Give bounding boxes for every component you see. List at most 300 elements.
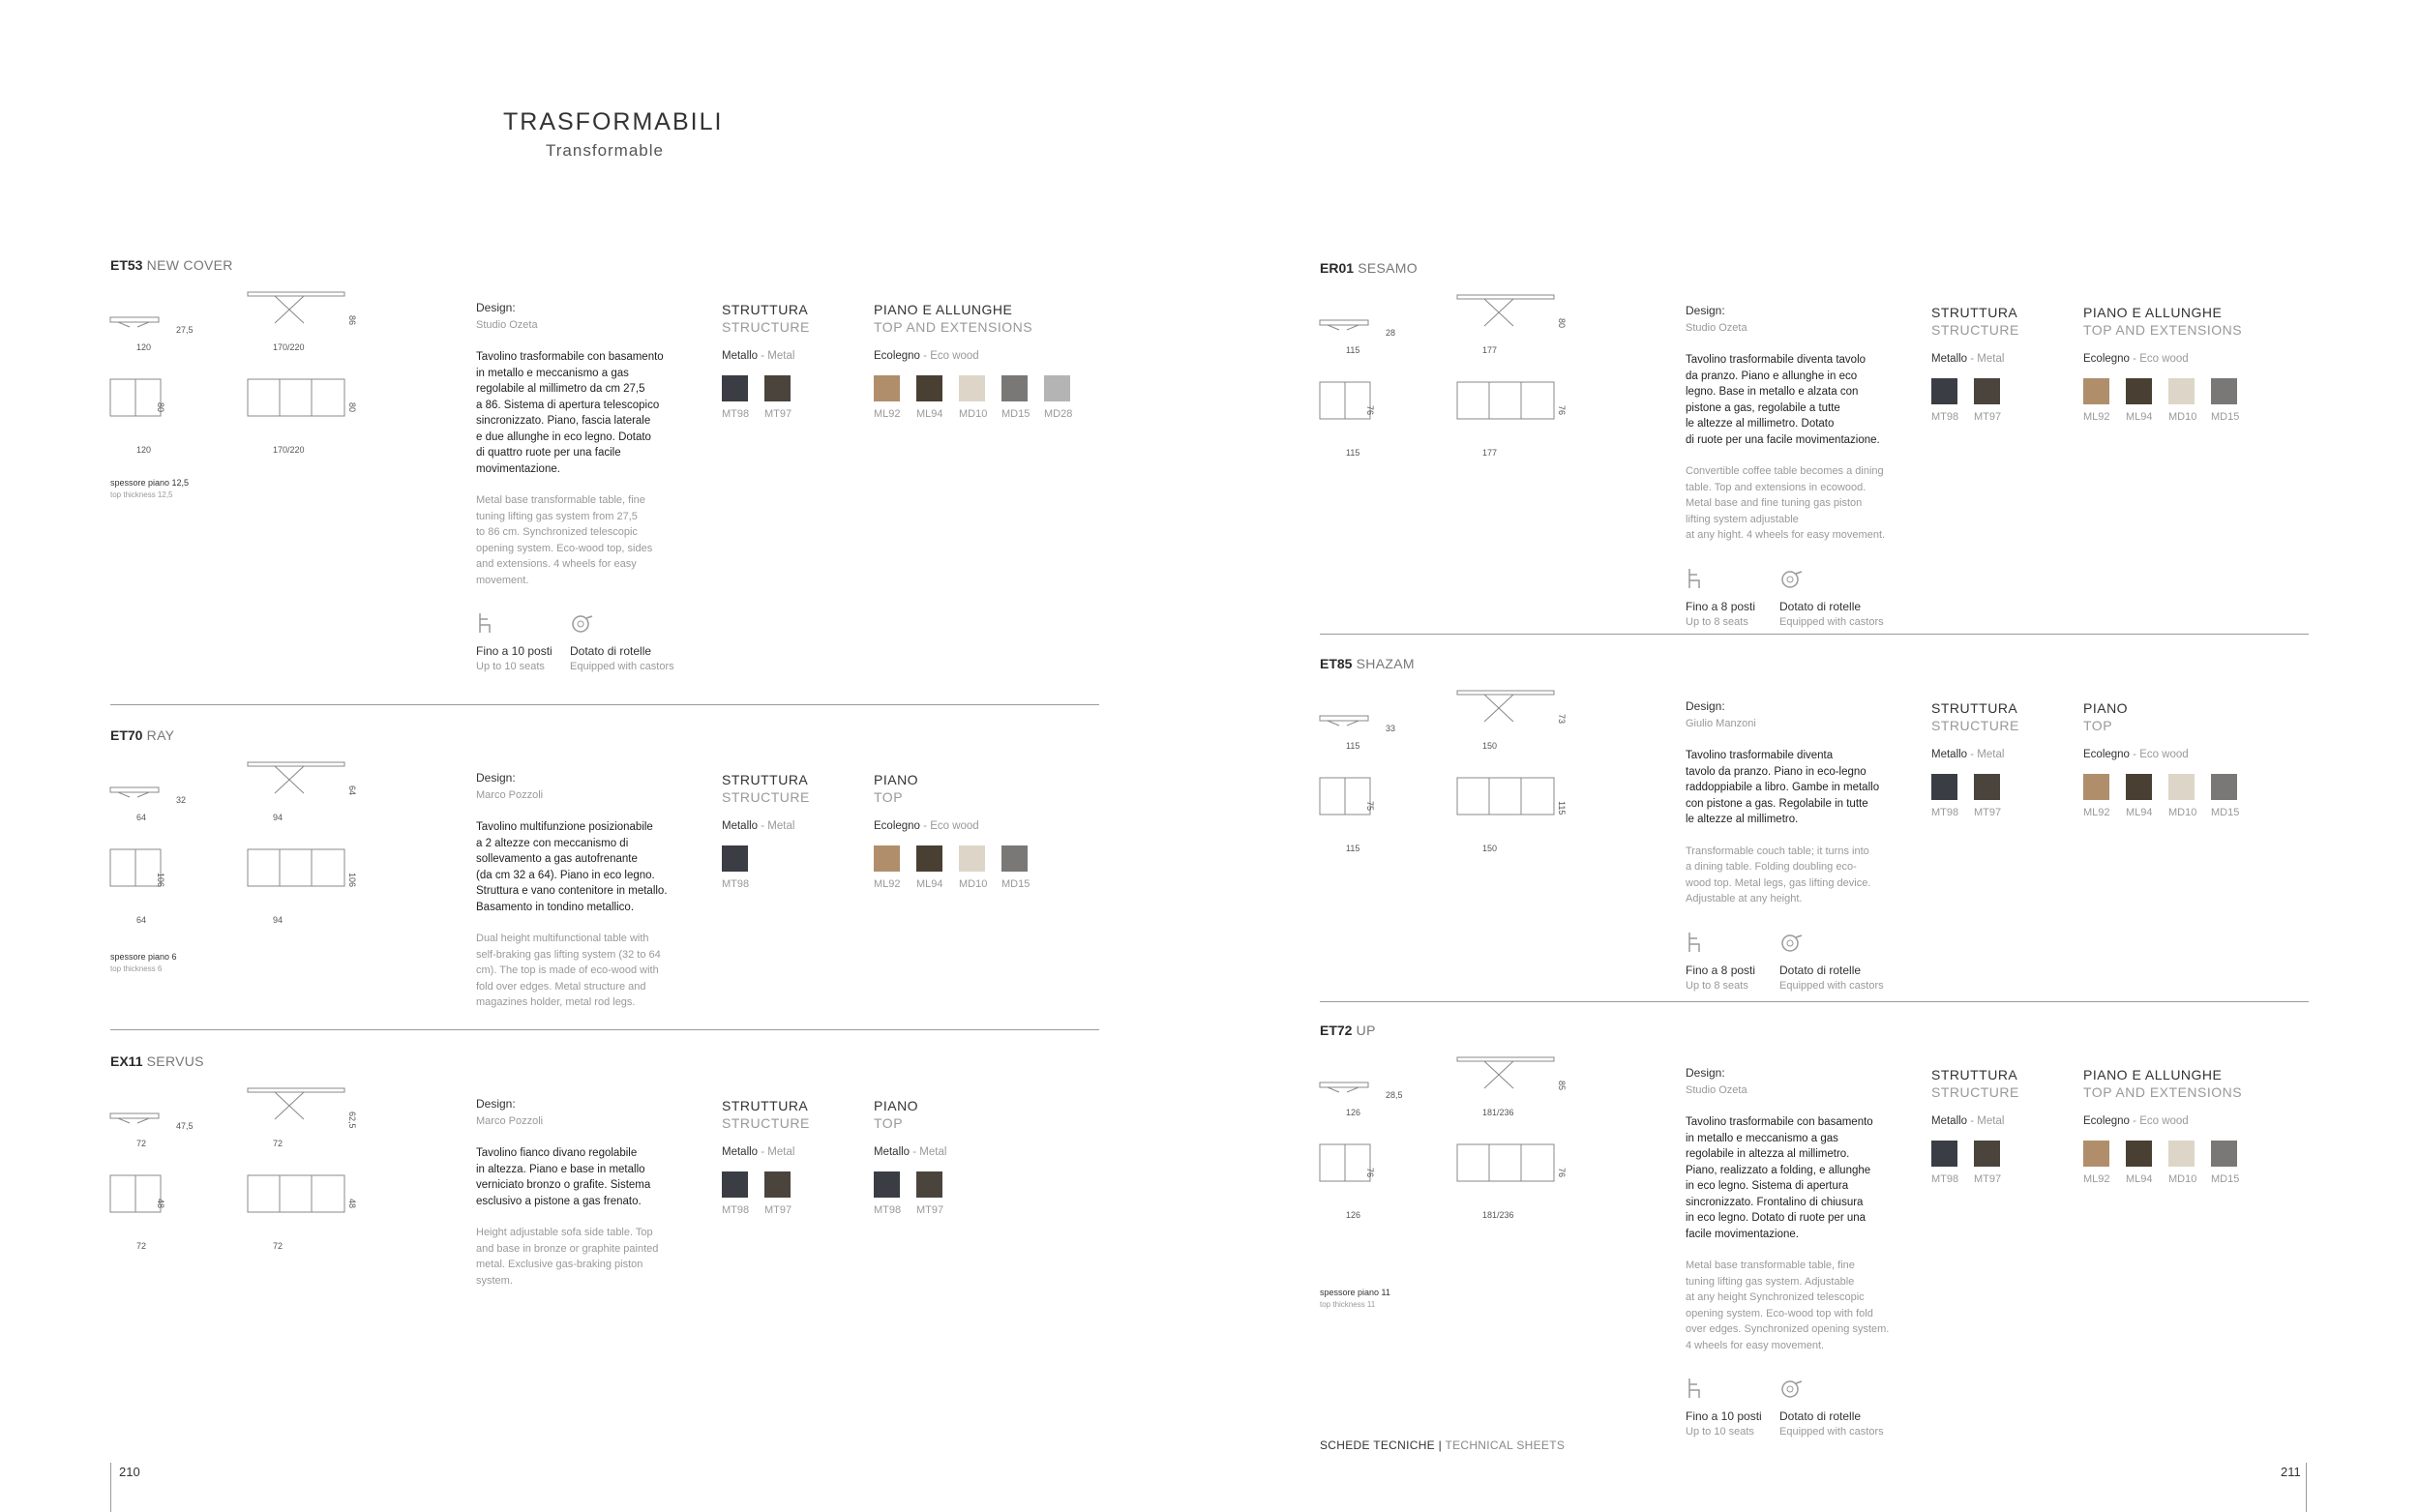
material-en: - Metal [758,350,795,362]
dimension-label: 181/236 [1482,1210,1514,1220]
leg [118,1118,130,1123]
dimension-label: 94 [273,915,284,925]
swatch-label: MT98 [722,1204,750,1216]
design-label: Design: [1686,699,1725,713]
swatch-label: MT98 [1931,1173,1959,1185]
dimension-label: 106 [156,873,165,888]
description-it-line: pistone a gas, regolabile a tutte [1686,401,1840,414]
product-drawings [110,1088,381,1262]
top-material [2083,353,2189,365]
swatch-label: ML94 [916,408,943,420]
product-er01 [1320,260,2309,628]
separator [110,704,1099,705]
description-it-line: esclusivo a pistone a gas frenato. [476,1195,642,1207]
dimension-label: 72 [136,1241,147,1251]
dimension-label: 86 [347,315,357,326]
description-en-line: opening system. Eco-wood top, sides [476,542,653,554]
top-view-large [1457,382,1554,419]
product-code [1320,260,1418,276]
product-code-id: ER01 [1320,260,1355,276]
top-material [874,820,979,832]
swatch-MT97 [916,1171,942,1198]
product-code [110,257,233,273]
description-it-line: di ruote per una facile movimentazione. [1686,433,1880,446]
description-it-line: movimentazione. [476,462,560,475]
footer-en: TECHNICAL SHEETS [1445,1438,1566,1452]
seats-en: Up to 8 seats [1686,979,1748,992]
swatch-MD10 [959,375,985,401]
swatch-MT97 [764,1171,791,1198]
dimension-label: 120 [136,342,152,352]
description-en-line: over edges. Synchronized opening system. [1686,1323,1890,1335]
dimension-label: 64 [136,915,147,925]
castor-wheel-icon [570,611,595,635]
material-en: - Metal [1967,1115,2005,1127]
description-it-line: raddoppiabile a libro. Gambe in metallo [1686,782,1880,793]
product-code [1320,1023,1376,1038]
description-en [476,931,699,1011]
swatch-label: MD10 [2168,1173,2197,1185]
description-en-line: Height adjustable sofa side table. Top [476,1227,653,1238]
description-en-line: tuning lifting gas system. Adjustable [1686,1275,1855,1288]
material-it: Metallo [874,1146,911,1158]
product-code [110,1053,204,1069]
structure-heading: STRUTTURA [1931,1067,2018,1082]
dimension-label: 76 [1557,405,1567,416]
structure-heading: STRUTTURA [722,302,809,317]
description-it-line: Tavolino trasformabile con basamento [476,351,664,363]
structure-subheading: STRUCTURE [1931,1084,2019,1100]
swatch-label: MT97 [764,408,792,420]
castors-it: Dotato di rotelle [1779,963,1862,977]
description-it-line: in eco legno. Dotato di ruote per una [1686,1212,1867,1224]
design-label: Design: [476,301,516,314]
product-name: UP [1352,1023,1376,1038]
description-en-line: and base in bronze or graphite painted [476,1242,659,1255]
dimension-label: 28 [1386,328,1396,338]
section-title: TRASFORMABILI [503,108,724,135]
top-heading: PIANO E ALLUNGHE [2083,1067,2223,1082]
separator [1320,1001,2309,1002]
material-en: - Metal [910,1146,947,1158]
product-code-id: ET85 [1320,656,1353,671]
description-it-line: Tavolino fianco divano regolabile [476,1147,638,1159]
top-thickness-it: spessore piano 6 [110,952,177,962]
top-view-large [248,1175,344,1212]
description-it-line: Tavolino trasformabile diventa [1686,750,1834,761]
seats-en: Up to 10 seats [1686,1426,1754,1438]
material-en: - Eco wood [919,820,979,832]
side-view-large [1457,295,1554,299]
material-it: Ecolegno [874,350,920,362]
description-it-line: in metallo e meccanismo a gas [1686,1132,1838,1144]
description-en-line: 4 wheels for easy movement. [1686,1339,1825,1351]
leg [1328,721,1339,726]
swatch-MD15 [2211,1141,2237,1167]
castor-wheel-icon [1779,1377,1805,1400]
product-code [110,727,174,743]
side-view-large [1457,691,1554,695]
swatch-label: MT98 [722,878,750,890]
swatch-MT97 [764,375,791,401]
design-label: Design: [1686,1066,1725,1080]
description-it-line: in metallo e meccanismo a gas [476,367,629,379]
top-subheading: TOP AND EXTENSIONS [2083,1084,2243,1100]
material-it: Ecolegno [2083,1115,2130,1127]
swatch-MT98 [1931,1141,1957,1167]
material-it: Ecolegno [874,820,920,832]
material-en: - Eco wood [2129,1115,2189,1127]
dimension-label: 73 [1557,714,1567,725]
leg [1347,1087,1359,1092]
top-material [2083,1115,2189,1127]
top-subheading: TOP AND EXTENSIONS [2083,322,2243,338]
description-it [476,1145,699,1209]
swatch-MD15 [1001,845,1028,872]
material-en: - Eco wood [2129,353,2189,365]
dimension-label: 120 [136,445,152,455]
top-subheading: TOP [874,789,904,805]
swatch-label: MD10 [2168,411,2197,423]
swatch-label: MT98 [1931,411,1959,423]
seats-en: Up to 10 seats [476,661,545,672]
dimension-label: 72 [273,1241,284,1251]
dimension-label: 115 [1346,741,1360,751]
swatch-ML92 [2083,774,2109,800]
top-heading: PIANO E ALLUNGHE [874,302,1013,317]
dimension-label: 64 [136,813,147,822]
top-heading: PIANO [874,1098,919,1113]
product-drawings [1320,1057,1591,1231]
top-view-large [1457,778,1554,815]
structure-subheading: STRUCTURE [1931,322,2019,338]
description-it-line: Struttura e vano contenitore in metallo. [476,885,668,897]
description-en-line: Metal base and fine tuning gas piston [1686,497,1863,509]
description-it-line: le altezze al millimetro. Dotato [1686,418,1835,430]
seats-it: Fino a 8 posti [1686,599,1756,613]
product-et70 [110,727,1099,1018]
top-subheading: TOP [874,1115,904,1131]
page-number-right: 211 [2281,1465,2301,1479]
swatch-MT98 [874,1171,900,1198]
description-it-line: legno. Base in metallo e alzata con [1686,386,1859,398]
designer-name: Studio Ozeta [476,319,538,331]
dimension-label: 80 [347,402,357,413]
dimension-label: 33 [1386,724,1396,733]
dimension-label: 177 [1482,448,1498,458]
description-it [476,819,699,915]
swatch-label: ML92 [2083,411,2110,423]
swatch-label: MT98 [1931,807,1959,818]
product-name: SESAMO [1354,260,1418,276]
castor-wheel-icon [1779,931,1805,954]
dimension-label: 28,5 [1386,1090,1403,1100]
side-view-small [110,787,159,792]
dimension-label: 32 [176,795,187,805]
structure-subheading: STRUCTURE [722,1115,810,1131]
castors-en: Equipped with castors [1779,1426,1884,1438]
page-number-left: 210 [119,1465,140,1479]
side-view-large [248,1088,344,1092]
swatch-MD28 [1044,375,1070,401]
leg [1328,325,1339,330]
description-it-line: Tavolino multifunzione posizionabile [476,821,653,833]
product-code-id: ET53 [110,257,143,273]
side-view-small [1320,1082,1368,1087]
dimension-label: 47,5 [176,1121,194,1131]
description-en-line: movement. [476,574,529,586]
material-it: Metallo [1931,1115,1968,1127]
castor-wheel-icon [1779,567,1805,590]
swatch-label: MT97 [1974,1173,2002,1185]
footer-sep: | [1434,1438,1446,1452]
product-code-id: ET70 [110,727,143,743]
designer-name: Giulio Manzoni [1686,718,1756,729]
product-code [1320,656,1415,671]
swatch-MD10 [2168,774,2195,800]
description-en-line: Adjustable at any height. [1686,893,1803,904]
description-it-line: verniciato bronzo o grafite. Sistema [476,1179,651,1191]
description-it-line: regolabile in altezza al millimetro. [1686,1148,1850,1160]
structure-material [722,1146,794,1158]
description-en-line: self-braking gas lifting system (32 to 64 [476,948,661,961]
side-view-small [110,317,159,322]
material-it: Metallo [1931,749,1968,760]
description-en-line: Dual height multifunctional table with [476,933,649,944]
swatch-ML92 [2083,378,2109,404]
description-it-line: sollevamento a gas autofrenante [476,853,638,865]
side-view-small [1320,320,1368,325]
top-view-large [248,849,344,886]
swatch-label: MT97 [916,1204,944,1216]
dimension-label: 115 [1346,448,1360,458]
top-material [2083,749,2189,760]
designer-name: Studio Ozeta [1686,322,1747,334]
top-heading: PIANO [874,772,919,787]
castors-it: Dotato di rotelle [1779,599,1862,613]
side-view-large [248,762,344,766]
leg [1347,721,1359,726]
swatch-MT98 [1931,774,1957,800]
seats-it: Fino a 10 posti [1686,1409,1762,1423]
description-en [1686,1258,1908,1353]
dimension-label: 75 [1365,801,1375,812]
swatch-ML94 [2126,774,2152,800]
swatch-label: MT98 [874,1204,902,1216]
swatch-label: MD15 [2211,807,2240,818]
swatch-label: MD10 [959,878,988,890]
product-name: SERVUS [142,1053,204,1069]
swatch-ML94 [2126,1141,2152,1167]
castors-it: Dotato di rotelle [1779,1409,1862,1423]
product-drawings [110,292,381,466]
description-it [1686,1114,1908,1242]
dimension-label: 126 [1346,1210,1361,1220]
section-subtitle: Transformable [546,141,664,160]
top-material [874,350,979,362]
description-it-line: in eco legno. Sistema di apertura [1686,1180,1849,1192]
description-it-line: di quattro ruote per una facile [476,447,621,459]
top-subheading: TOP [2083,718,2113,733]
chair-icon [476,611,495,635]
castors-en: Equipped with castors [1779,615,1884,628]
description-en-line: Metal base transformable table, fine [476,494,645,506]
description-en-line: Metal base transformable table, fine [1686,1260,1855,1271]
structure-heading: STRUTTURA [1931,700,2018,716]
material-en: - Metal [1967,749,2005,760]
description-en-line: system. [476,1274,513,1287]
description-it-line: tavolo da pranzo. Piano in eco-legno [1686,765,1867,778]
description-it-line: (da cm 32 a 64). Piano in eco legno. [476,869,655,881]
chair-icon [1686,931,1705,954]
product-drawings [110,762,381,936]
description-en [476,492,699,588]
swatch-ML94 [916,845,942,872]
swatch-MT98 [722,375,748,401]
swatch-label: MT97 [1974,807,2002,818]
dimension-label: 177 [1482,345,1498,355]
structure-material [722,350,794,362]
material-en: - Eco wood [919,350,979,362]
designer-name: Marco Pozzoli [476,789,544,801]
swatch-label: ML92 [2083,1173,2110,1185]
product-code-id: EX11 [110,1053,143,1069]
swatch-label: MD15 [1001,408,1030,420]
seats-it: Fino a 10 posti [476,644,552,658]
description-en-line: magazines holder, metal rod legs. [476,996,636,1008]
top-thickness-en: top thickness 12,5 [110,490,173,499]
product-et53 [110,257,1099,672]
description-en-line: a dining table. Folding doubling eco- [1686,861,1857,873]
footer-label [1320,1438,1565,1452]
description-it-line: sincronizzato. Frontalino di chiusura [1686,1196,1864,1208]
swatch-ML92 [874,845,900,872]
swatch-label: ML94 [2126,1173,2153,1185]
description-en-line: lifting system adjustable [1686,513,1799,525]
swatch-MD15 [2211,378,2237,404]
description-it [1686,748,1908,828]
description-it-line: a 86. Sistema di apertura telescopico [476,399,660,411]
product-code-id: ET72 [1320,1023,1353,1038]
material-it: Ecolegno [2083,353,2130,365]
material-it: Metallo [722,350,759,362]
description-it-line: con pistone a gas. Regolabile in tutte [1686,797,1868,810]
description-en-line: table. Top and extensions in ecowood. [1686,481,1867,493]
castors-en: Equipped with castors [1779,979,1884,992]
structure-subheading: STRUCTURE [722,789,810,805]
dimension-label: 115 [1346,844,1360,853]
page-edge-right [2306,1463,2307,1512]
leg [118,792,130,797]
dimension-label: 150 [1482,741,1498,751]
product-name: SHAZAM [1352,656,1415,671]
description-it-line: le altezze al millimetro. [1686,814,1799,825]
top-thickness-it: spessore piano 12,5 [110,478,190,488]
swatch-label: ML94 [2126,411,2153,423]
material-it: Metallo [1931,353,1968,365]
swatch-label: ML92 [874,878,901,890]
dimension-label: 115 [1557,801,1567,815]
side-view-large [248,292,344,296]
designer-name: Studio Ozeta [1686,1084,1747,1096]
swatch-label: ML94 [2126,807,2153,818]
swatch-MD10 [2168,1141,2195,1167]
structure-heading: STRUTTURA [722,772,809,787]
swatch-MD15 [2211,774,2237,800]
swatch-label: MD15 [1001,878,1030,890]
structure-heading: STRUTTURA [722,1098,809,1113]
castors-it: Dotato di rotelle [570,644,652,658]
swatch-label: MT97 [1974,411,2002,423]
dimension-label: 115 [1346,345,1360,355]
description-it-line: Tavolino trasformabile con basamento [1686,1116,1873,1128]
dimension-label: 170/220 [273,445,305,455]
swatch-label: MD28 [1044,408,1073,420]
top-thickness-en: top thickness 11 [1320,1300,1376,1309]
leg [118,322,130,327]
swatch-label: MD10 [959,408,988,420]
dimension-label: 170/220 [273,342,305,352]
top-heading: PIANO E ALLUNGHE [2083,305,2223,320]
description-it-line: facile movimentazione. [1686,1228,1799,1240]
product-drawings [1320,691,1591,865]
swatch-MT97 [1974,1141,2000,1167]
description-it-line: Piano, realizzato a folding, e allunghe [1686,1164,1871,1176]
dimension-label: 72 [273,1139,284,1148]
description-it-line: regolabile al millimetro da cm 27,5 [476,383,645,395]
description-en-line: metal. Exclusive gas-braking piston [476,1259,643,1270]
seats-en: Up to 8 seats [1686,615,1748,628]
separator [1320,634,2309,635]
description-it [476,349,699,477]
dimension-label: 150 [1482,844,1498,853]
description-en-line: and extensions. 4 wheels for easy [476,558,637,570]
structure-material [1931,353,2004,365]
designer-name: Marco Pozzoli [476,1115,544,1127]
description-it-line: a 2 altezze con meccanismo di [476,837,629,849]
swatch-MT98 [722,1171,748,1198]
description-en-line: to 86 cm. Synchronized telescopic [476,526,638,538]
seats-it: Fino a 8 posti [1686,963,1756,977]
structure-material [722,820,794,832]
side-view-small [110,1113,159,1118]
material-en: - Metal [758,820,795,832]
swatch-MT98 [722,845,748,872]
description-en-line: wood top. Metal legs, gas lifting device. [1686,876,1871,889]
structure-material [1931,1115,2004,1127]
swatch-ML94 [916,375,942,401]
dimension-label: 94 [273,813,284,822]
swatch-ML94 [2126,378,2152,404]
dimension-label: 72 [136,1139,147,1148]
swatch-label: ML92 [874,408,901,420]
swatch-MT98 [1931,378,1957,404]
separator [110,1029,1099,1030]
dimension-label: 85 [1557,1081,1567,1091]
top-thickness-it: spessore piano 11 [1320,1288,1390,1297]
dimension-label: 80 [156,402,165,413]
structure-subheading: STRUCTURE [722,319,810,335]
leg [1347,325,1359,330]
castors-en: Equipped with castors [570,661,674,672]
structure-material [1931,749,2004,760]
structure-heading: STRUTTURA [1931,305,2018,320]
dimension-label: 27,5 [176,325,194,335]
swatch-ML92 [2083,1141,2109,1167]
dimension-label: 76 [1365,1168,1375,1178]
description-en [1686,844,1908,907]
swatch-label: ML92 [2083,807,2110,818]
